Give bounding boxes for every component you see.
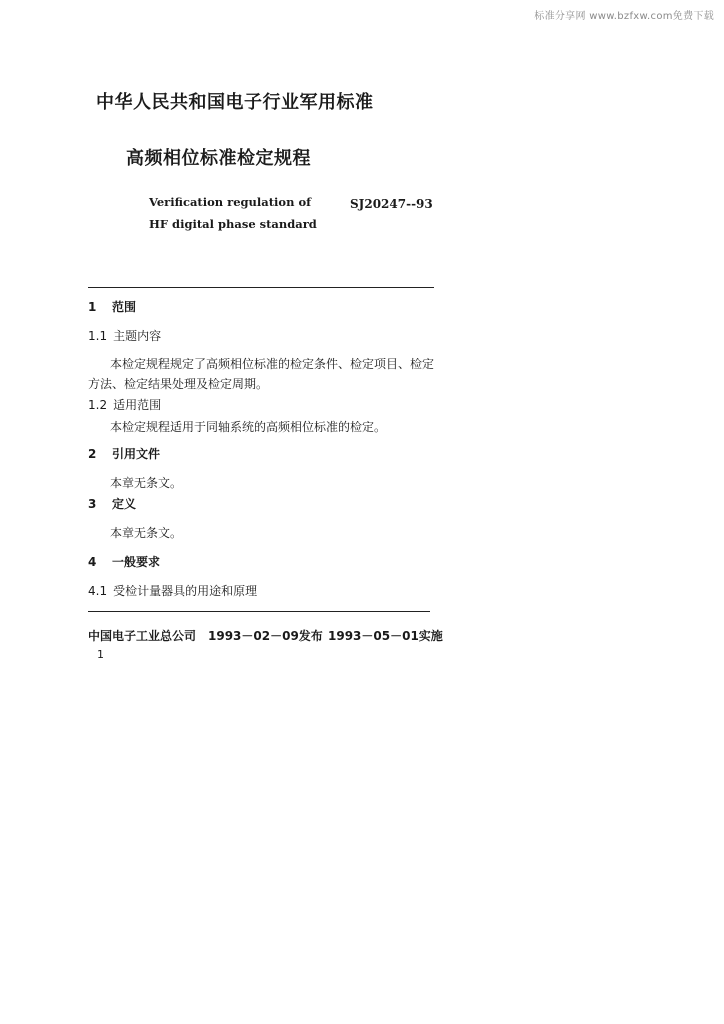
section-number: 3 [88, 497, 97, 511]
section-1-heading [88, 298, 136, 315]
top-rule [88, 287, 434, 288]
paragraph-3: 本章无条文。 [110, 526, 183, 540]
paragraph-1-1-line2: 方法、检定结果处理及检定周期。 [88, 377, 269, 391]
footer-issuer: 中国电子工业总公司 [88, 629, 197, 643]
paragraph-2: 本章无条文。 [110, 476, 183, 490]
paragraph-1-1-line1: 本检定规程规定了高频相位标准的检定条件、检定项目、检定 [110, 357, 435, 371]
document-title: 高频相位标准检定规程 [126, 148, 311, 169]
section-3-heading [88, 495, 136, 512]
section-title: 适用范围 [113, 398, 162, 412]
section-number: 4 [88, 555, 97, 569]
section-number: 2 [88, 447, 97, 461]
standard-org-title: 中华人民共和国电子行业军用标准 [96, 92, 374, 113]
english-title-line1: Verification regulation of [149, 195, 312, 209]
footer-issue-date: 1993－02－09发布 [208, 629, 323, 643]
section-1-2-heading [88, 396, 161, 413]
section-4-1-heading [88, 582, 257, 599]
section-4-heading [88, 553, 160, 570]
section-2-heading [88, 445, 160, 462]
section-number: 1.2 [88, 398, 108, 412]
paragraph-1-2: 本检定规程适用于同轴系统的高频相位标准的检定。 [110, 420, 387, 434]
footer-effective-date: 1993－05－01实施 [328, 629, 443, 643]
watermark: 标准分享网 www.bzfxw.com免费下载 [534, 11, 714, 22]
section-title: 范围 [112, 300, 137, 314]
page-number: 1 [97, 648, 104, 661]
section-title: 引用文件 [112, 447, 161, 461]
bottom-rule [88, 611, 430, 612]
section-title: 定义 [112, 497, 137, 511]
section-title: 主题内容 [113, 329, 162, 343]
section-number: 1.1 [88, 329, 108, 343]
section-number: 1 [88, 300, 97, 314]
section-title: 一般要求 [112, 555, 161, 569]
english-title-line2: HF digital phase standard [149, 217, 317, 231]
section-1-1-heading [88, 327, 161, 344]
section-title: 受检计量器具的用途和原理 [113, 584, 258, 598]
standard-code: SJ20247--93 [350, 197, 433, 211]
section-number: 4.1 [88, 584, 108, 598]
